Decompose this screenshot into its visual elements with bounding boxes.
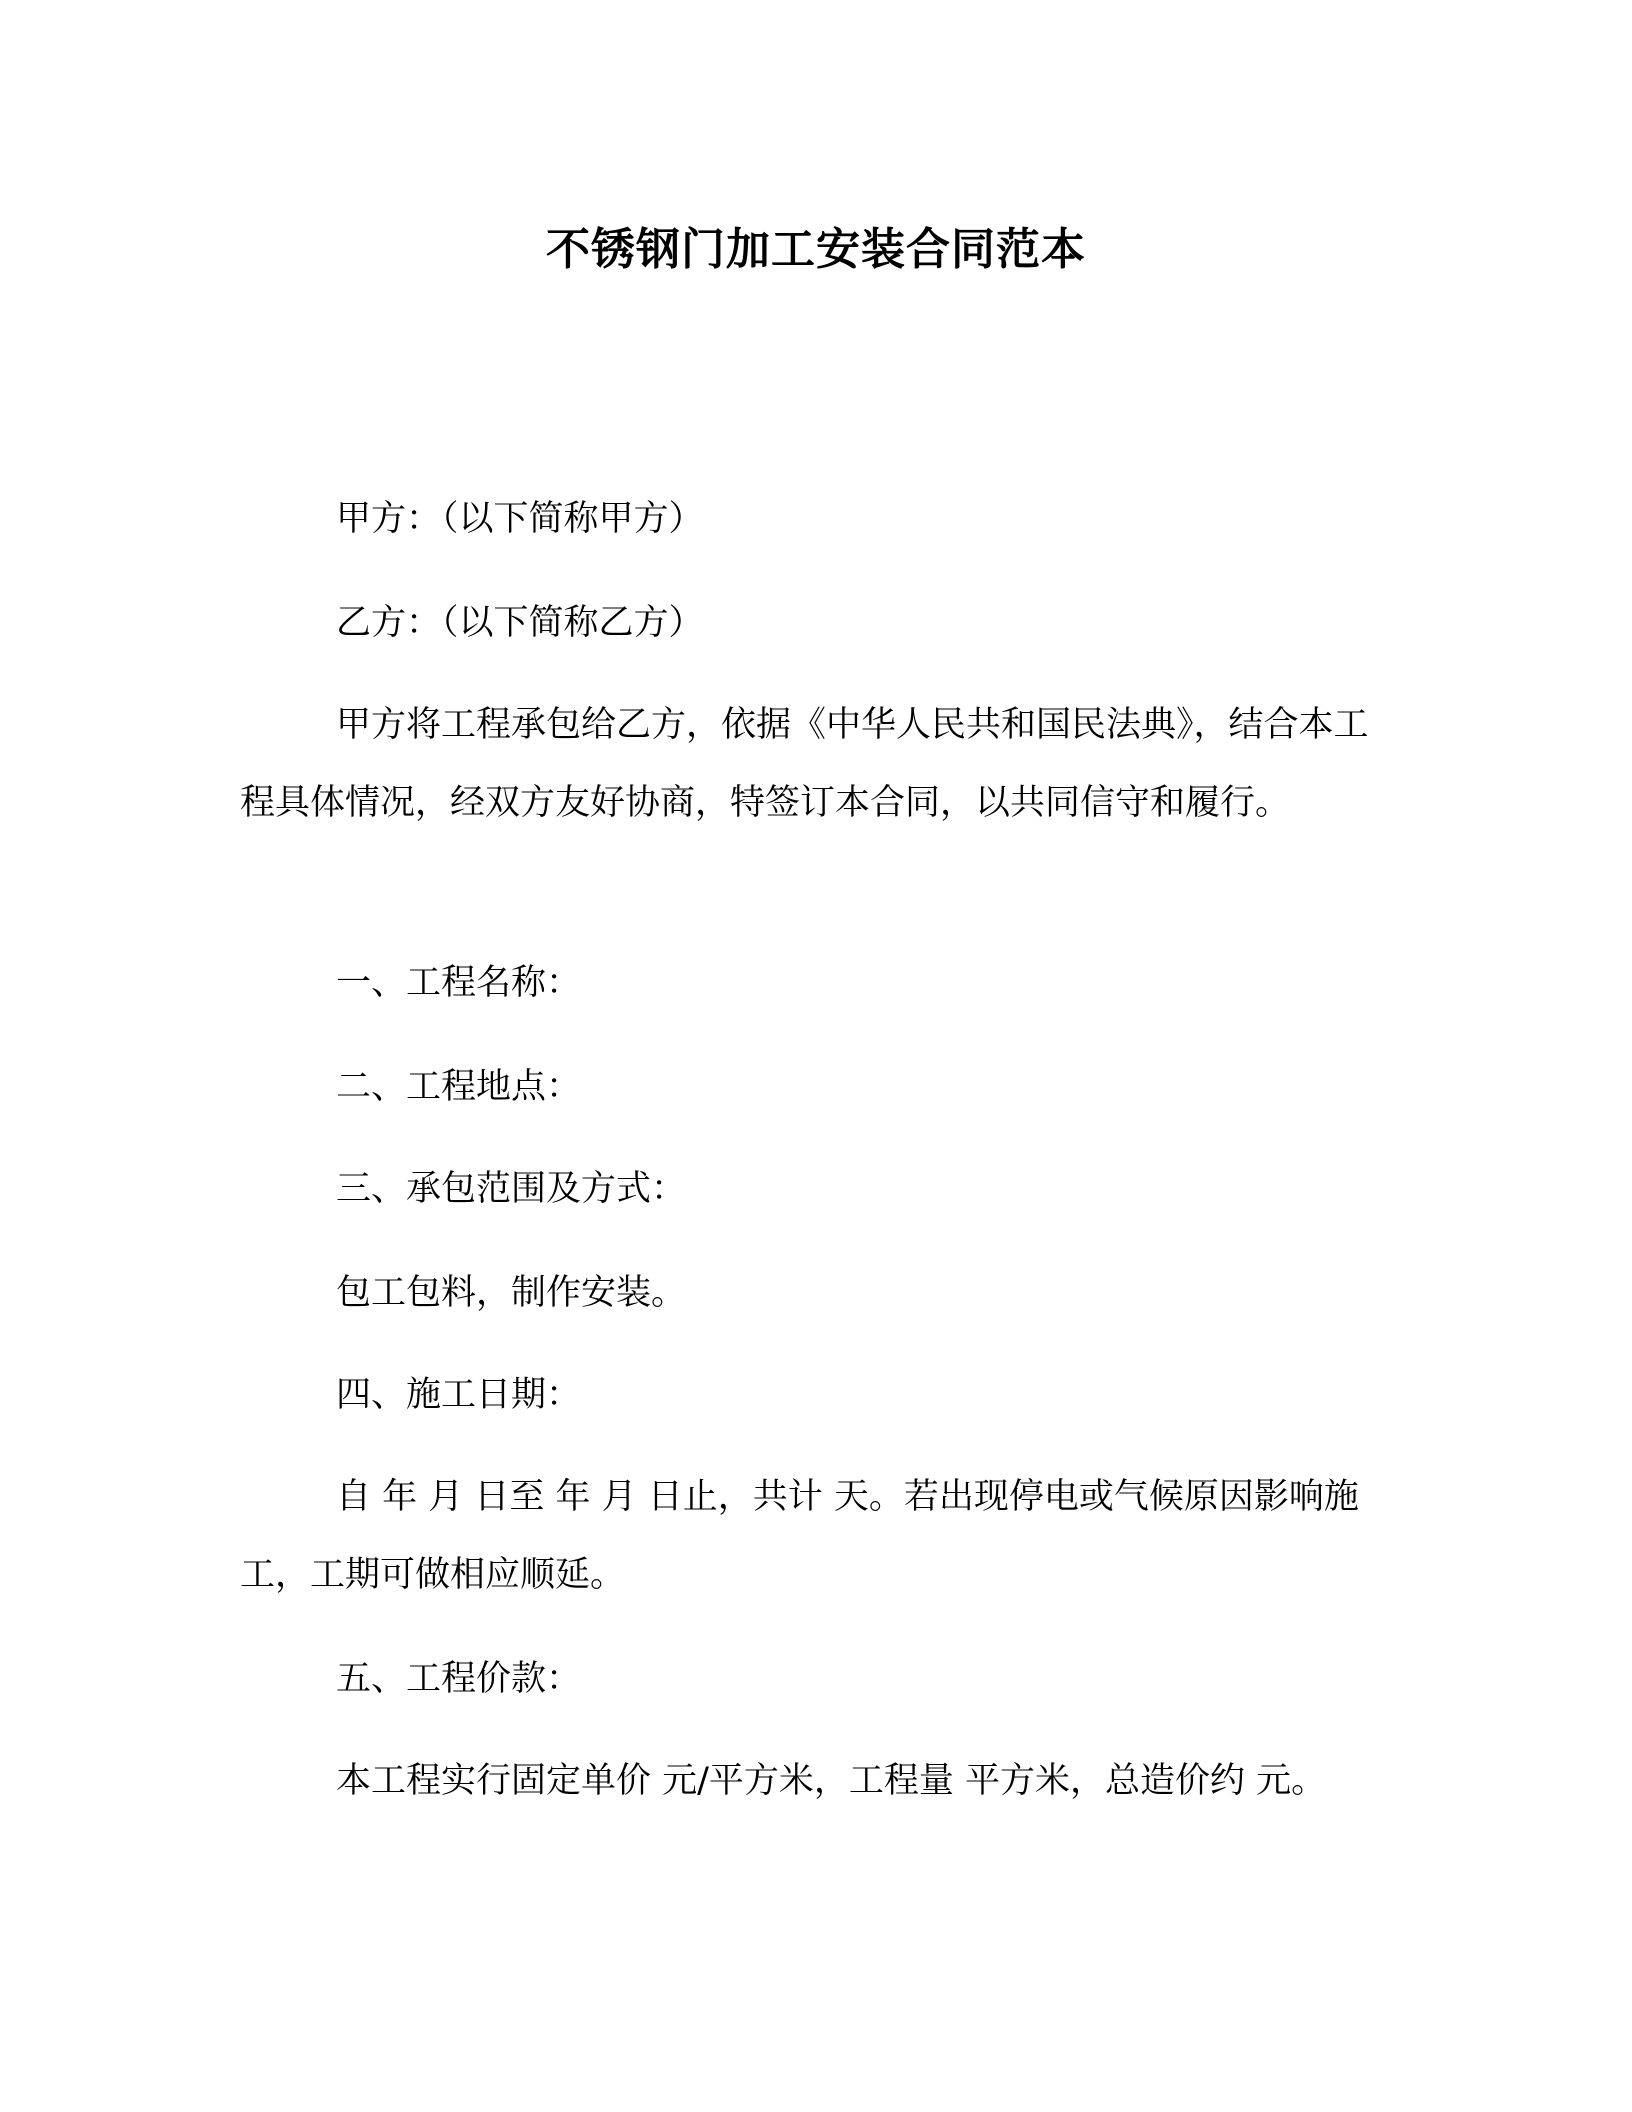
section-3-body: 包工包料，制作安装。 <box>336 1273 687 1313</box>
section-3-heading: 三、承包范围及方式： <box>336 1169 687 1209</box>
section-5-body: 本工程实行固定单价 元/平方米，工程量 平方米，总造价约 元。 <box>336 1761 1327 1801</box>
party-b-line: 乙方：（以下简称乙方） <box>336 603 704 643</box>
section-2-heading: 二、工程地点： <box>336 1067 582 1107</box>
section-4-body: 自 年 月 日至 年 月 日止，共计 天。若出现停电或气候原因影响施工，工期可做相应顺延。 <box>240 1477 1359 1595</box>
document-title: 不锈钢门加工安装合同范本 <box>546 224 1086 275</box>
section-1-heading: 一、工程名称： <box>336 963 582 1003</box>
section-4-heading: 四、施工日期： <box>336 1375 582 1415</box>
intro-paragraph: 甲方将工程承包给乙方，依据《中华人民共和国民法典》，结合本工程具体情况，经双方友好协商，特签订本合同，以共同信守和履行。 <box>240 705 1369 823</box>
section-5-heading: 五、工程价款： <box>336 1659 582 1699</box>
party-a-line: 甲方：（以下简称甲方） <box>336 499 704 539</box>
